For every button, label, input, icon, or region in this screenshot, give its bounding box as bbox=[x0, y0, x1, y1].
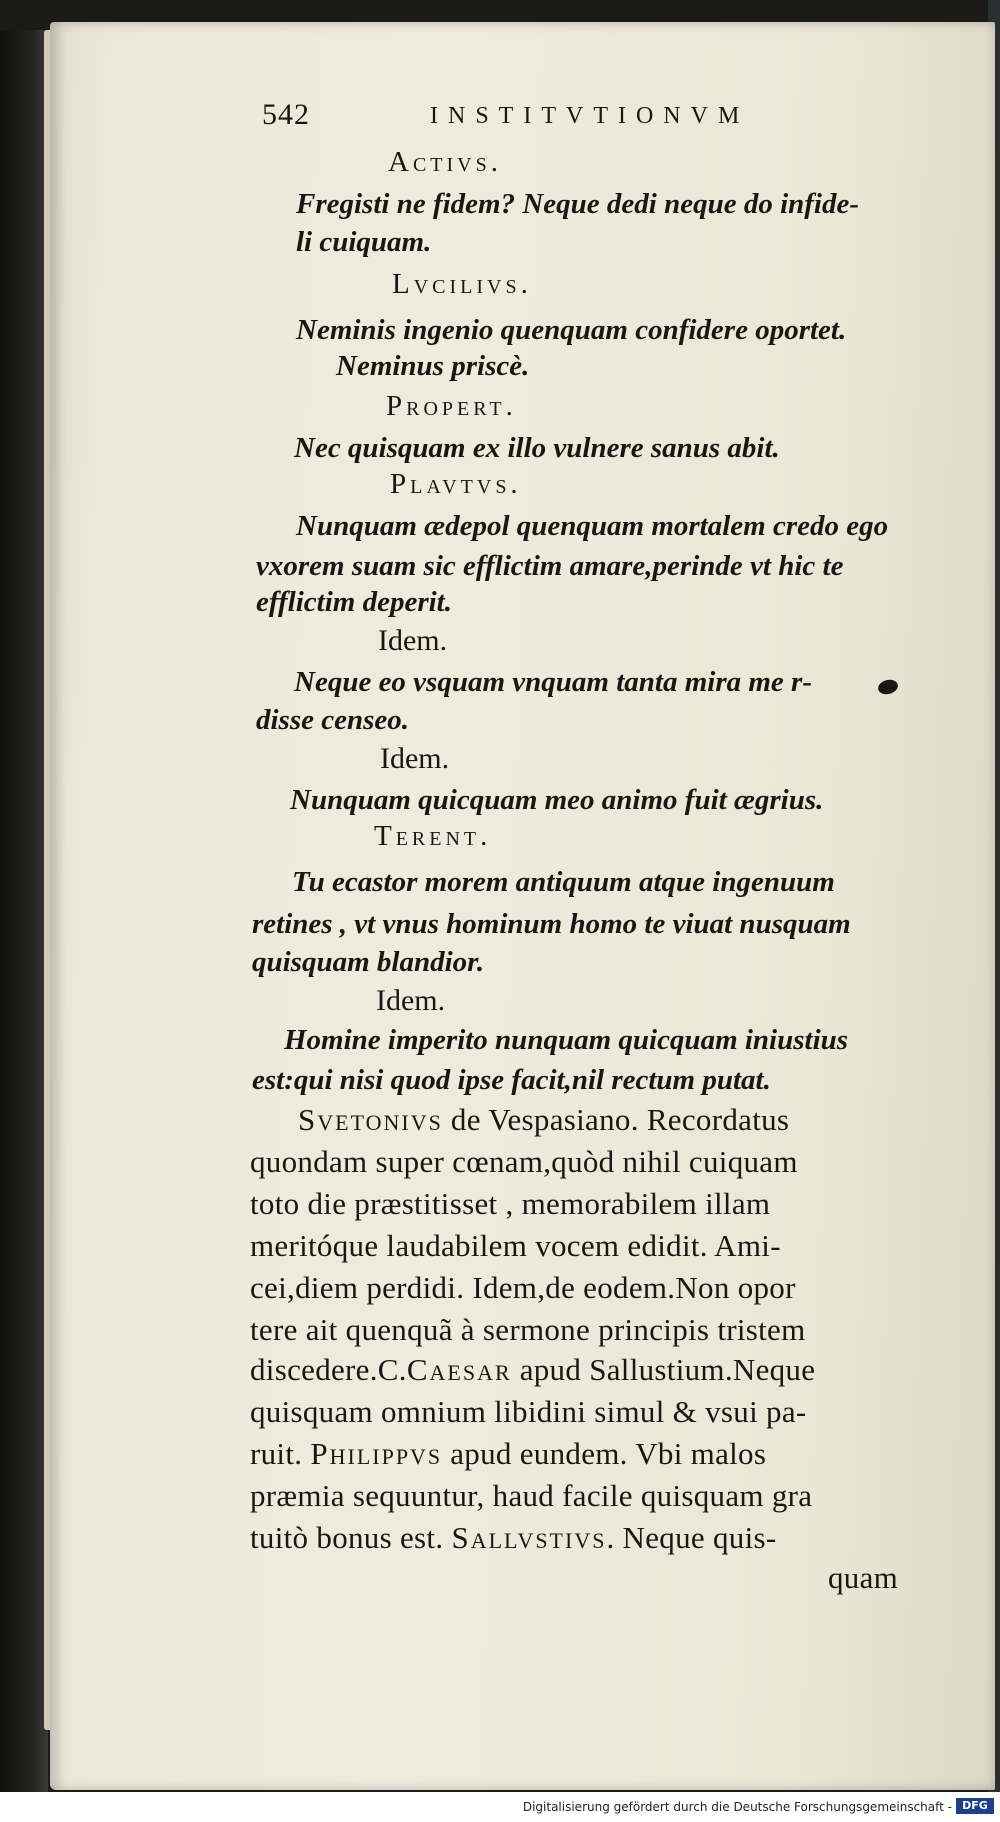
scan-background-left bbox=[0, 0, 48, 1822]
verse-line: efflictim deperit. bbox=[256, 586, 452, 618]
prose-line: cei,diem perdidi. Idem,de eodem.Non opor bbox=[250, 1270, 796, 1305]
prose-line bbox=[298, 1104, 789, 1135]
verse-line: Nec quisquam ex illo vulnere sanus abit. bbox=[294, 432, 780, 464]
author-heading: Plavtvs. bbox=[390, 468, 522, 500]
verse-line: Neminis ingenio quenquam confidere oportet. bbox=[296, 314, 847, 346]
verse-line: quisquam blandior. bbox=[252, 946, 485, 978]
verse-line: vxorem suam sic efflictim amare,perinde vt hic te bbox=[256, 550, 844, 582]
verse-line: est:qui nisi quod ipse facit,nil rectum putat. bbox=[252, 1064, 771, 1096]
author-heading: Propert. bbox=[386, 390, 517, 422]
catchword: quam bbox=[828, 1560, 899, 1595]
prose-line bbox=[250, 1354, 815, 1385]
dfg-logo: DFG bbox=[956, 1798, 994, 1814]
prose-text: . Neque quis- bbox=[606, 1520, 777, 1555]
verse-line: Fregisti ne fidem? Neque dedi neque do infide- bbox=[296, 188, 860, 220]
running-head: INSTITVTIONVM bbox=[430, 103, 750, 129]
verse-line: Tu ecastor morem antiquum atque ingenuum bbox=[292, 866, 835, 898]
author-heading: Activs. bbox=[388, 146, 502, 178]
prose-text: de Vespasiano. Recordatus bbox=[442, 1102, 790, 1137]
prose-text: tuitò bonus est. bbox=[250, 1520, 452, 1555]
author-name: Svetonivs bbox=[298, 1102, 443, 1137]
idem-heading: Idem. bbox=[376, 984, 446, 1017]
idem-heading: Idem. bbox=[378, 624, 448, 657]
verse-line: Nunquam ædepol quenquam mortalem credo ego bbox=[296, 510, 889, 542]
author-name: Philippvs bbox=[310, 1436, 443, 1471]
prose-line: præmia sequuntur, haud facile quisquam gra bbox=[250, 1478, 813, 1513]
prose-line: quisquam omnium libidini simul & vsui pa- bbox=[250, 1394, 807, 1429]
author-heading: Lvcilivs. bbox=[392, 268, 532, 300]
prose-text: apud eundem. Vbi malos bbox=[442, 1436, 767, 1471]
prose-line: meritóque laudabilem vocem edidit. Ami- bbox=[250, 1228, 781, 1263]
digitization-credit: Digitalisierung gefördert durch die Deutsche Forschungsgemeinschaft - bbox=[522, 1800, 952, 1814]
prose-text: ruit. bbox=[250, 1436, 311, 1471]
author-name: Caesar bbox=[406, 1352, 512, 1387]
prose-line bbox=[250, 1438, 766, 1469]
verse-line: Neminus priscè. bbox=[336, 350, 530, 382]
verse-line: retines , vt vnus hominum homo te viuat nusquam bbox=[252, 908, 851, 940]
prose-line: quondam super cœnam,quòd nihil cuiquam bbox=[250, 1144, 798, 1179]
author-heading: Terent. bbox=[374, 820, 492, 852]
verse-line: Homine imperito nunquam quicquam iniustius bbox=[284, 1024, 849, 1056]
idem-heading: Idem. bbox=[380, 742, 450, 775]
prose-line bbox=[250, 1522, 777, 1553]
page-number: 542 bbox=[262, 98, 310, 131]
author-name: Sallvstivs bbox=[451, 1520, 607, 1555]
verse-line: Nunquam quicquam meo animo fuit ægrius. bbox=[290, 784, 824, 816]
prose-text: apud Sallustium.Neque bbox=[511, 1352, 816, 1387]
prose-text: discedere.C. bbox=[250, 1352, 407, 1387]
prose-line: toto die præstitisset , memorabilem illam bbox=[250, 1186, 771, 1221]
verse-line: Neque eo vsquam vnquam tanta mira me r- bbox=[294, 666, 812, 698]
verse-line: li cuiquam. bbox=[296, 226, 432, 258]
verse-line: disse censeo. bbox=[256, 704, 410, 736]
prose-line: tere ait quenquã à sermone principis tristem bbox=[250, 1312, 806, 1347]
